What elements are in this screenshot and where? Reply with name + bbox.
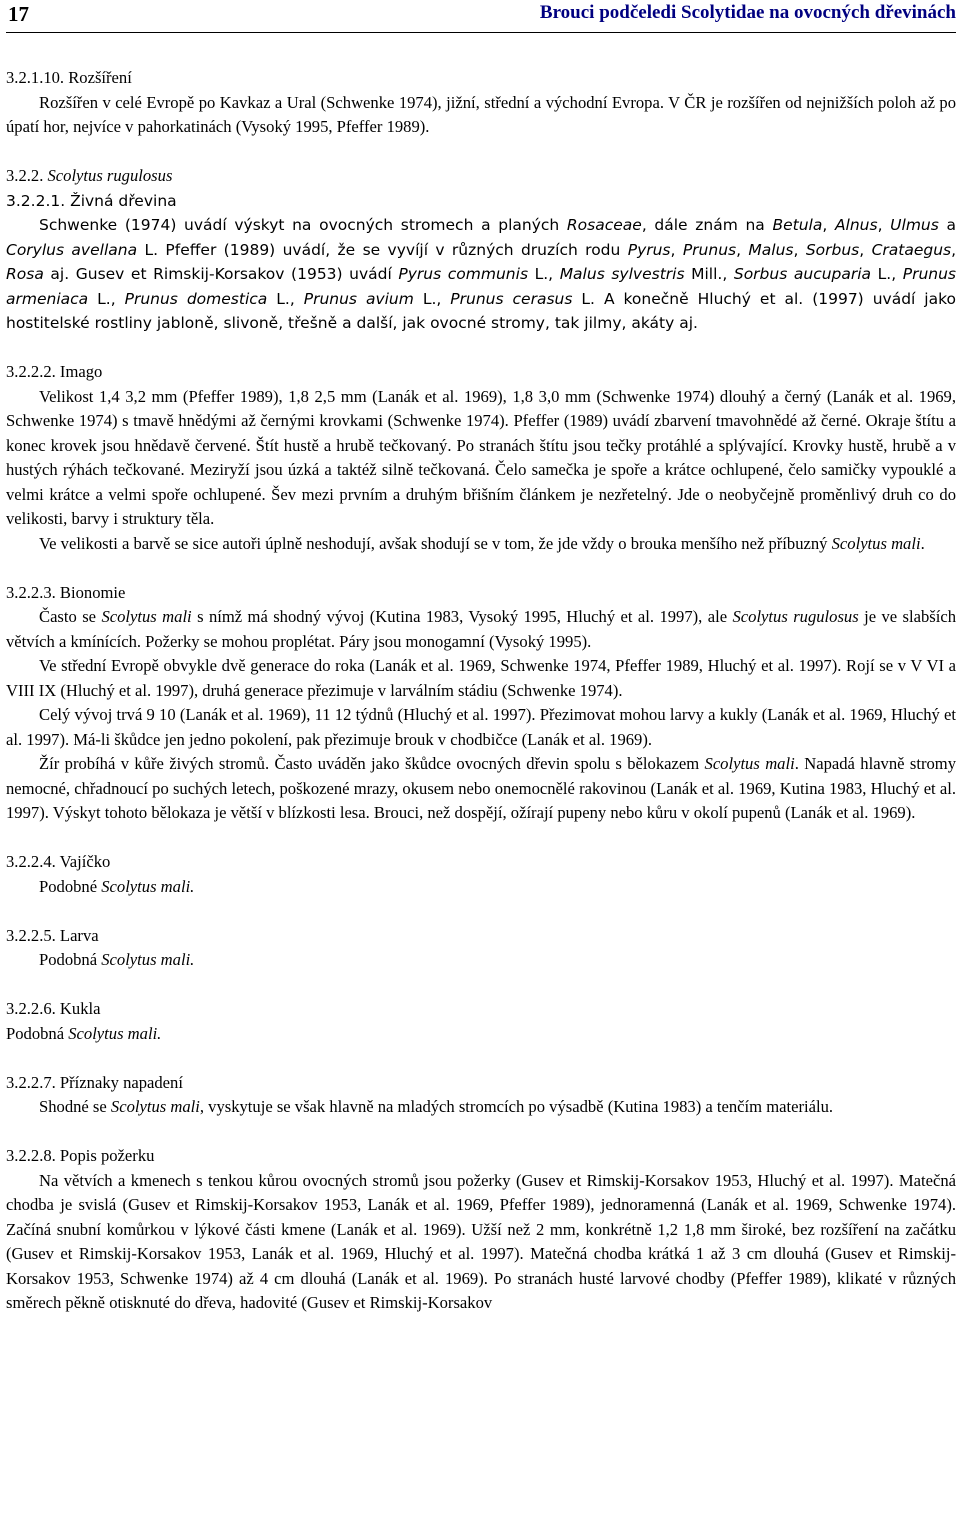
page-number: 17 bbox=[8, 2, 29, 26]
text-run: L., bbox=[267, 289, 304, 308]
text-run: . Napadá hlavně stromy nemocné, chřadnoucí po suchých letech, poškozené mrazy, okusem nebo onemocnělé rakovinou (Lanák et al. 1969, Kutina 1983, Hluchý et al. 1997). Výskyt tohoto bělokaza je větší v blízkosti lesa. Brouci, než dospějí, ožírají pupeny nebo kůru v okolí pupenů (Lanák et al. 1969). bbox=[6, 754, 956, 822]
paragraph bbox=[6, 850, 956, 875]
text-run: , bbox=[951, 240, 957, 259]
text-run: Schwenke (1974) uvádí výskyt na ovocných stromech a planých bbox=[39, 216, 567, 234]
italic-text: Prunus cerasus bbox=[450, 289, 573, 308]
italic-text: Scolytus mali bbox=[831, 533, 921, 553]
paragraph bbox=[6, 1071, 956, 1096]
paragraph bbox=[6, 164, 956, 189]
page-header bbox=[6, 0, 956, 33]
text-run: L., bbox=[88, 289, 125, 308]
italic-text: Pyrus bbox=[627, 240, 671, 259]
italic-text: Betula bbox=[772, 216, 823, 234]
paragraph bbox=[6, 703, 956, 752]
italic-text: Pyrus communis bbox=[398, 265, 529, 283]
text-run: 3.2.2.5. Larva bbox=[6, 925, 99, 945]
italic-text: Scolytus mali. bbox=[68, 1023, 162, 1043]
text-run: 3.2.2.3. Bionomie bbox=[6, 582, 126, 602]
text-run: Často se bbox=[39, 607, 102, 626]
paragraph bbox=[6, 91, 956, 140]
text-run: je ve slabších větvích a kmínících. Požerky se mohou proplétat. Páry jsou monogamní (Vysoký 1995). bbox=[6, 607, 957, 651]
text-run: 3.2.2.4. Vajíčko bbox=[6, 852, 111, 871]
text-run: L. Pfeffer (1989) uvádí, že se vyvíjí v různých druzích rodu bbox=[137, 240, 628, 259]
text-run: , dále znám na bbox=[641, 216, 773, 234]
paragraph bbox=[6, 654, 956, 703]
text-run: Podobné bbox=[39, 876, 102, 896]
italic-text: Ulmus bbox=[890, 216, 939, 234]
text-run: 3.2.2.2. Imago bbox=[6, 362, 103, 381]
text-run: Ve velikosti a barvě se sice autoři úplně neshodují, avšak shodují se v tom, že jde vždy o brouka menšího než příbuzný bbox=[39, 533, 832, 553]
italic-text: Scolytus mali. bbox=[101, 950, 195, 969]
text-run: Na větvích a kmenech s tenkou kůrou ovocných stromů jsou požerky (Gusev et Rimskij-Korsakov 1953, Hluchý et al. 1997). Matečná chodba je svislá (Gusev et Rimskij-Korsakov 1953, Lanák et al. 1969, Pfeffer 1989), jednoramenná (Lanák et al. 1969, Schwenke 1974). Začíná snubní komůrkou v lýkové části kmene (Lanák et al. 1969). Užší než 2 mm, konkrétně 1,2 1,8 mm široké, bez rozšíření na začátku (Gusev et Rimskij-Korsakov 1953, Lanák et al. 1969, Hluchý et al. 1997). Matečná chodba krátká 1 až 3 cm dlouhá (Gusev et Rimskij-Korsakov 1953, Schwenke 1974) až 4 cm dlouhá (Lanák et al. 1969). Po stranách husté larvové chodby (Pfeffer 1989), klikaté v různých směrech pěkně otisknuté do dřeva, hadovité (Gusev et Rimskij-Korsakov bbox=[6, 1170, 956, 1312]
italic-text: Scolytus rugulosus bbox=[47, 166, 173, 185]
text-run: s nímž má shodný vývoj (Kutina 1983, Vysoký 1995, Hluchý et al. 1997), ale bbox=[191, 607, 733, 626]
paragraph bbox=[6, 532, 956, 557]
text-run: L., bbox=[413, 289, 451, 308]
italic-text: Scolytus mali bbox=[704, 754, 795, 773]
italic-text: Rosaceae bbox=[566, 216, 642, 234]
document-body bbox=[6, 66, 956, 1316]
text-run: Žír probíhá v kůře živých stromů. Často uváděn jako škůdce ovocných dřevin spolu s bělokazem bbox=[39, 754, 705, 773]
paragraph bbox=[6, 189, 956, 214]
italic-text: Sorbus bbox=[805, 240, 860, 259]
paragraph bbox=[6, 66, 956, 91]
paragraph bbox=[6, 948, 956, 973]
italic-text: Scolytus mali bbox=[101, 607, 192, 626]
italic-text: Alnus bbox=[834, 216, 878, 234]
italic-text: Prunus domestica bbox=[124, 289, 268, 308]
paragraph bbox=[6, 385, 956, 532]
text-run: aj. Gusev et Rimskij-Korsakov (1953) uvádí bbox=[43, 265, 399, 283]
italic-text: Malus bbox=[748, 240, 794, 259]
paragraph bbox=[6, 752, 956, 826]
text-run: 3.2.2.1. Živná dřevina bbox=[6, 191, 177, 210]
italic-text: Corylus avellana bbox=[6, 240, 138, 259]
text-run: L., bbox=[528, 265, 560, 283]
italic-text: Scolytus mali. bbox=[101, 876, 195, 896]
text-run: 3.2.2.6. Kukla bbox=[6, 999, 101, 1018]
text-run: 3.2.2. bbox=[6, 166, 48, 185]
italic-text: Rosa bbox=[6, 265, 44, 283]
running-title: Brouci podčeledi Scolytidae na ovocných dřevinách bbox=[539, 2, 956, 23]
text-run: Rozšířen v celé Evropě po Kavkaz a Ural (Schwenke 1974), jižní, střední a východní Evropa. V ČR je rozšířen od nejnižších poloh až po úpatí hor, nejvíce v pahorkatinách (Vysoký 1995, Pfeffer 1989). bbox=[6, 92, 956, 136]
text-run: Mill., bbox=[684, 265, 734, 283]
text-run: Celý vývoj trvá 9 10 (Lanák et al. 1969), 11 12 týdnů (Hluchý et al. 1997). Přezimovat mohou larvy a kukly (Lanák et al. 1969, Hluchý et al. 1997). Má-li škůdce jen jedno pokolení, pak přezimuje brouk v chodbičce (Lanák et al. 1969). bbox=[6, 705, 956, 749]
italic-text: Prunus armeniaca bbox=[6, 265, 957, 308]
paragraph bbox=[6, 1169, 956, 1316]
text-run: Podobná bbox=[6, 1023, 69, 1043]
paragraph bbox=[6, 875, 956, 900]
text-run: Podobná bbox=[39, 950, 102, 969]
text-run: , bbox=[793, 240, 806, 259]
text-run: , bbox=[822, 216, 835, 234]
text-run: Shodné se bbox=[39, 1097, 111, 1116]
italic-text: Crataegus bbox=[871, 240, 952, 259]
italic-text: Scolytus rugulosus bbox=[732, 607, 859, 626]
paragraph bbox=[6, 1022, 956, 1047]
text-run: . bbox=[920, 533, 925, 553]
paragraph bbox=[6, 213, 956, 336]
italic-text: Sorbus aucuparia bbox=[733, 265, 872, 283]
text-run: , bbox=[877, 216, 891, 234]
text-run: L. A konečně Hluchý et al. (1997) uvádí jako hostitelské rostliny jabloně, slivoně, třešně a další, jak ovocné stromy, tak jilmy, akáty aj. bbox=[6, 289, 957, 332]
paragraph bbox=[6, 997, 956, 1022]
text-run: 3.2.1.10. Rozšíření bbox=[6, 68, 132, 87]
paragraph bbox=[6, 605, 956, 654]
text-run: Ve střední Evropě obvykle dvě generace do roka (Lanák et al. 1969, Schwenke 1974, Pfeffer 1989, Hluchý et al. 1997). Rojí se v V VI a VIII IX (Hluchý et al. 1997), druhá generace přezimuje v larválním stádiu (Schwenke 1974). bbox=[6, 656, 956, 700]
italic-text: Malus sylvestris bbox=[559, 265, 685, 283]
italic-text: Scolytus mali bbox=[110, 1097, 200, 1116]
italic-text: Prunus avium bbox=[303, 289, 414, 308]
paragraph bbox=[6, 1095, 956, 1120]
text-run: , bbox=[670, 240, 683, 259]
text-run: Velikost 1,4 3,2 mm (Pfeffer 1989), 1,8 2,5 mm (Lanák et al. 1969), 1,8 3,0 mm (Schwenke 1974) dlouhý a černý (Lanák et al. 1969, Schwenke 1974) s tmavě hnědými až černými krovkami (Schwenke 1974). Pfeffer (1989) uvádí zbarvení tmavohnědé až černé. Okraje štítu a konec krovek jsou hnědavě červené. Štít hustě a hrubě tečkovaný. Po stranách štítu jsou tečky protáhlé a splývající. Krovky hustě, hrubě a v hustých rýhách tečkované. Meziryží jsou úzká a taktéž silně tečkovaná. Čelo samečka je spoře a krátce ochlupené, čelo samičky vypouklé a velmi krátce a velmi spoře ochlupené. Šev mezi prvním a druhým břišním článkem je nezřetelný. Jde o neobyčejně proměnlivý druh co do velikosti, barvy i struktury těla. bbox=[6, 386, 956, 528]
text-run: , bbox=[736, 240, 749, 259]
text-run: a bbox=[938, 216, 956, 234]
paragraph bbox=[6, 360, 956, 385]
text-run: 3.2.2.7. Příznaky napadení bbox=[6, 1072, 183, 1092]
text-run: L., bbox=[871, 265, 903, 283]
italic-text: Prunus bbox=[682, 240, 737, 259]
paragraph bbox=[6, 1144, 956, 1169]
text-run: 3.2.2.8. Popis požerku bbox=[6, 1146, 155, 1165]
paragraph bbox=[6, 581, 956, 606]
text-run: , vyskytuje se však hlavně na mladých stromcích po výsadbě (Kutina 1983) a tenčím materiálu. bbox=[199, 1097, 834, 1116]
paragraph bbox=[6, 924, 956, 949]
text-run: , bbox=[859, 240, 872, 259]
